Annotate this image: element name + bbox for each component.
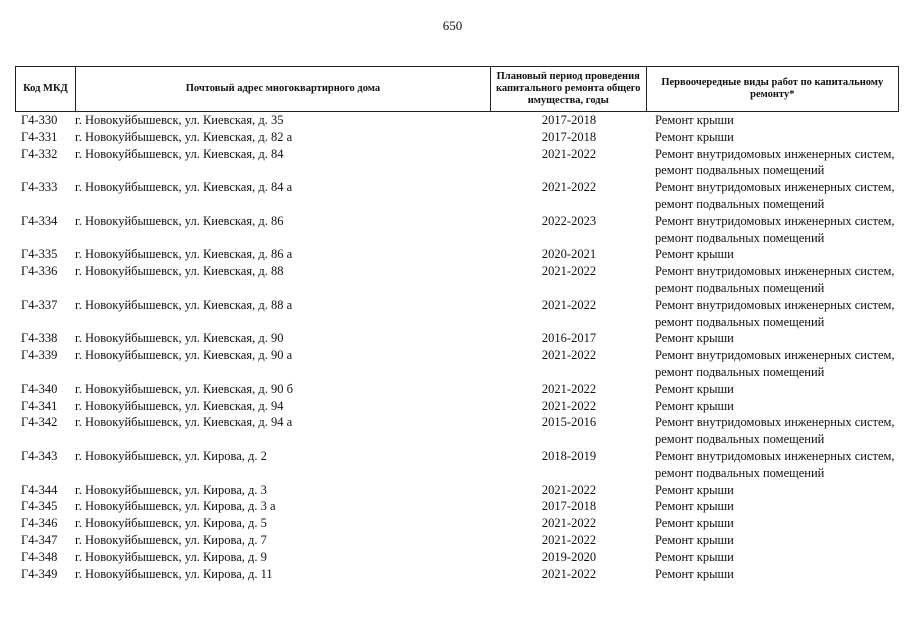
works-cell: Ремонт крыши	[655, 499, 734, 514]
table-row	[15, 549, 899, 566]
code-cell: Г4-334	[21, 213, 58, 228]
address-cell: г. Новокуйбышевск, ул. Киевская, д. 84 а	[75, 180, 293, 195]
table-row	[15, 566, 899, 583]
code-cell: Г4-348	[21, 549, 58, 564]
period-cell: 2021-2022	[541, 297, 597, 312]
period-cell: 2021-2022	[541, 180, 597, 195]
works-cell: Ремонт крыши	[655, 532, 734, 547]
works-cell: Ремонт крыши	[655, 549, 734, 564]
period-cell: 2021-2022	[541, 348, 597, 363]
code-cell: Г4-336	[21, 264, 58, 279]
period-cell: 2019-2020	[541, 549, 597, 564]
code-cell: Г4-337	[21, 297, 58, 312]
header-code: Код МКД	[16, 67, 76, 111]
works-cell: Ремонт крыши	[655, 113, 734, 127]
address-cell: г. Новокуйбышевск, ул. Кирова, д. 9	[75, 549, 267, 564]
period-cell: 2016-2017	[541, 331, 597, 346]
period-cell: 2017-2018	[541, 129, 597, 144]
works-cell: Ремонт крыши	[655, 482, 734, 497]
works-cell: Ремонт крыши	[655, 129, 734, 144]
table-row	[15, 398, 899, 415]
address-cell: г. Новокуйбышевск, ул. Киевская, д. 88	[75, 264, 284, 279]
table-header	[15, 66, 899, 112]
period-cell: 2017-2018	[541, 499, 597, 514]
address-cell: г. Новокуйбышевск, ул. Киевская, д. 88 а	[75, 297, 293, 312]
code-cell: Г4-345	[21, 499, 58, 514]
address-cell: г. Новокуйбышевск, ул. Киевская, д. 86	[75, 213, 284, 228]
address-cell: г. Новокуйбышевск, ул. Киевская, д. 86 а	[75, 247, 293, 262]
code-cell: Г4-333	[21, 180, 58, 195]
period-cell: 2018-2019	[541, 448, 597, 463]
address-cell: г. Новокуйбышевск, ул. Киевская, д. 90	[75, 331, 284, 346]
works-cell: Ремонт внутридомовых инженерных систем, ремонт подвальных помещений	[655, 348, 895, 379]
code-cell: Г4-335	[21, 247, 58, 262]
code-cell: Г4-347	[21, 532, 58, 547]
table-row	[15, 263, 899, 297]
table-row	[15, 347, 899, 381]
address-cell: г. Новокуйбышевск, ул. Киевская, д. 90 б	[75, 381, 293, 396]
table-row	[15, 297, 899, 331]
address-cell: г. Новокуйбышевск, ул. Киевская, д. 84	[75, 146, 284, 161]
table-row	[15, 414, 899, 448]
works-cell: Ремонт внутридомовых инженерных систем, ремонт подвальных помещений	[655, 213, 895, 245]
code-cell: Г4-342	[21, 415, 58, 430]
code-cell: Г4-344	[21, 482, 58, 497]
code-cell: Г4-339	[21, 348, 58, 363]
code-cell: Г4-340	[21, 381, 58, 396]
works-cell: Ремонт крыши	[655, 566, 734, 581]
table-row	[15, 179, 899, 213]
address-cell: г. Новокуйбышевск, ул. Кирова, д. 2	[75, 448, 267, 463]
works-cell: Ремонт внутридомовых инженерных систем, ремонт подвальных помещений	[655, 448, 895, 480]
table-row	[15, 448, 899, 482]
period-cell: 2015-2016	[541, 415, 597, 430]
address-cell: г. Новокуйбышевск, ул. Кирова, д. 5	[75, 516, 267, 531]
code-cell: Г4-349	[21, 566, 58, 581]
works-cell: Ремонт крыши	[655, 381, 734, 396]
period-cell: 2021-2022	[541, 532, 597, 547]
table-row	[15, 482, 899, 499]
code-cell: Г4-346	[21, 516, 58, 531]
period-cell: 2020-2021	[541, 247, 597, 262]
works-cell: Ремонт внутридомовых инженерных систем, ремонт подвальных помещений	[655, 146, 895, 178]
works-cell: Ремонт крыши	[655, 247, 734, 262]
address-cell: г. Новокуйбышевск, ул. Киевская, д. 35	[75, 113, 284, 127]
period-cell: 2022-2023	[541, 213, 597, 228]
period-cell: 2017-2018	[541, 113, 597, 127]
address-cell: г. Новокуйбышевск, ул. Киевская, д. 94 а	[75, 415, 293, 430]
code-cell: Г4-343	[21, 448, 58, 463]
works-cell: Ремонт внутридомовых инженерных систем, ремонт подвальных помещений	[655, 297, 895, 329]
table-row	[15, 129, 899, 146]
works-cell: Ремонт внутридомовых инженерных систем, ремонт подвальных помещений	[655, 180, 895, 211]
code-cell: Г4-332	[21, 146, 58, 161]
code-cell: Г4-331	[21, 129, 58, 144]
address-cell: г. Новокуйбышевск, ул. Кирова, д. 7	[75, 532, 267, 547]
table-row	[15, 381, 899, 398]
period-cell: 2021-2022	[541, 482, 597, 497]
table-row	[15, 498, 899, 515]
period-cell: 2021-2022	[541, 398, 597, 413]
address-cell: г. Новокуйбышевск, ул. Кирова, д. 11	[75, 566, 273, 581]
address-cell: г. Новокуйбышевск, ул. Кирова, д. 3 а	[75, 499, 276, 514]
table-row	[15, 112, 899, 129]
table-body	[15, 112, 899, 582]
page-number: 650	[442, 18, 463, 33]
address-cell: г. Новокуйбышевск, ул. Киевская, д. 90 а	[75, 348, 293, 363]
period-cell: 2021-2022	[541, 146, 597, 161]
repair-plan-table	[15, 66, 899, 582]
table-row	[15, 213, 899, 247]
table-row	[15, 246, 899, 263]
period-cell: 2021-2022	[541, 264, 597, 279]
period-cell: 2021-2022	[541, 566, 597, 581]
table-row	[15, 515, 899, 532]
works-cell: Ремонт крыши	[655, 331, 734, 346]
address-cell: г. Новокуйбышевск, ул. Киевская, д. 82 а	[75, 129, 293, 144]
address-cell: г. Новокуйбышевск, ул. Киевская, д. 94	[75, 398, 284, 413]
table-row	[15, 532, 899, 549]
code-cell: Г4-330	[21, 113, 58, 127]
period-cell: 2021-2022	[541, 381, 597, 396]
address-cell: г. Новокуйбышевск, ул. Кирова, д. 3	[75, 482, 267, 497]
period-cell: 2021-2022	[541, 516, 597, 531]
works-cell: Ремонт крыши	[655, 516, 734, 531]
works-cell: Ремонт крыши	[655, 398, 734, 413]
code-cell: Г4-341	[21, 398, 58, 413]
code-cell: Г4-338	[21, 331, 58, 346]
header-period: Плановый период проведения капитального ремонта общего имущества, годы	[491, 67, 647, 111]
table-row	[15, 330, 899, 347]
table-row	[15, 146, 899, 180]
works-cell: Ремонт внутридомовых инженерных систем, ремонт подвальных помещений	[655, 415, 895, 447]
works-cell: Ремонт внутридомовых инженерных систем, ремонт подвальных помещений	[655, 264, 895, 295]
header-works: Первоочередные виды работ по капитальному ремонту*	[661, 77, 884, 100]
header-address: Почтовый адрес многоквартирного дома	[76, 67, 491, 111]
